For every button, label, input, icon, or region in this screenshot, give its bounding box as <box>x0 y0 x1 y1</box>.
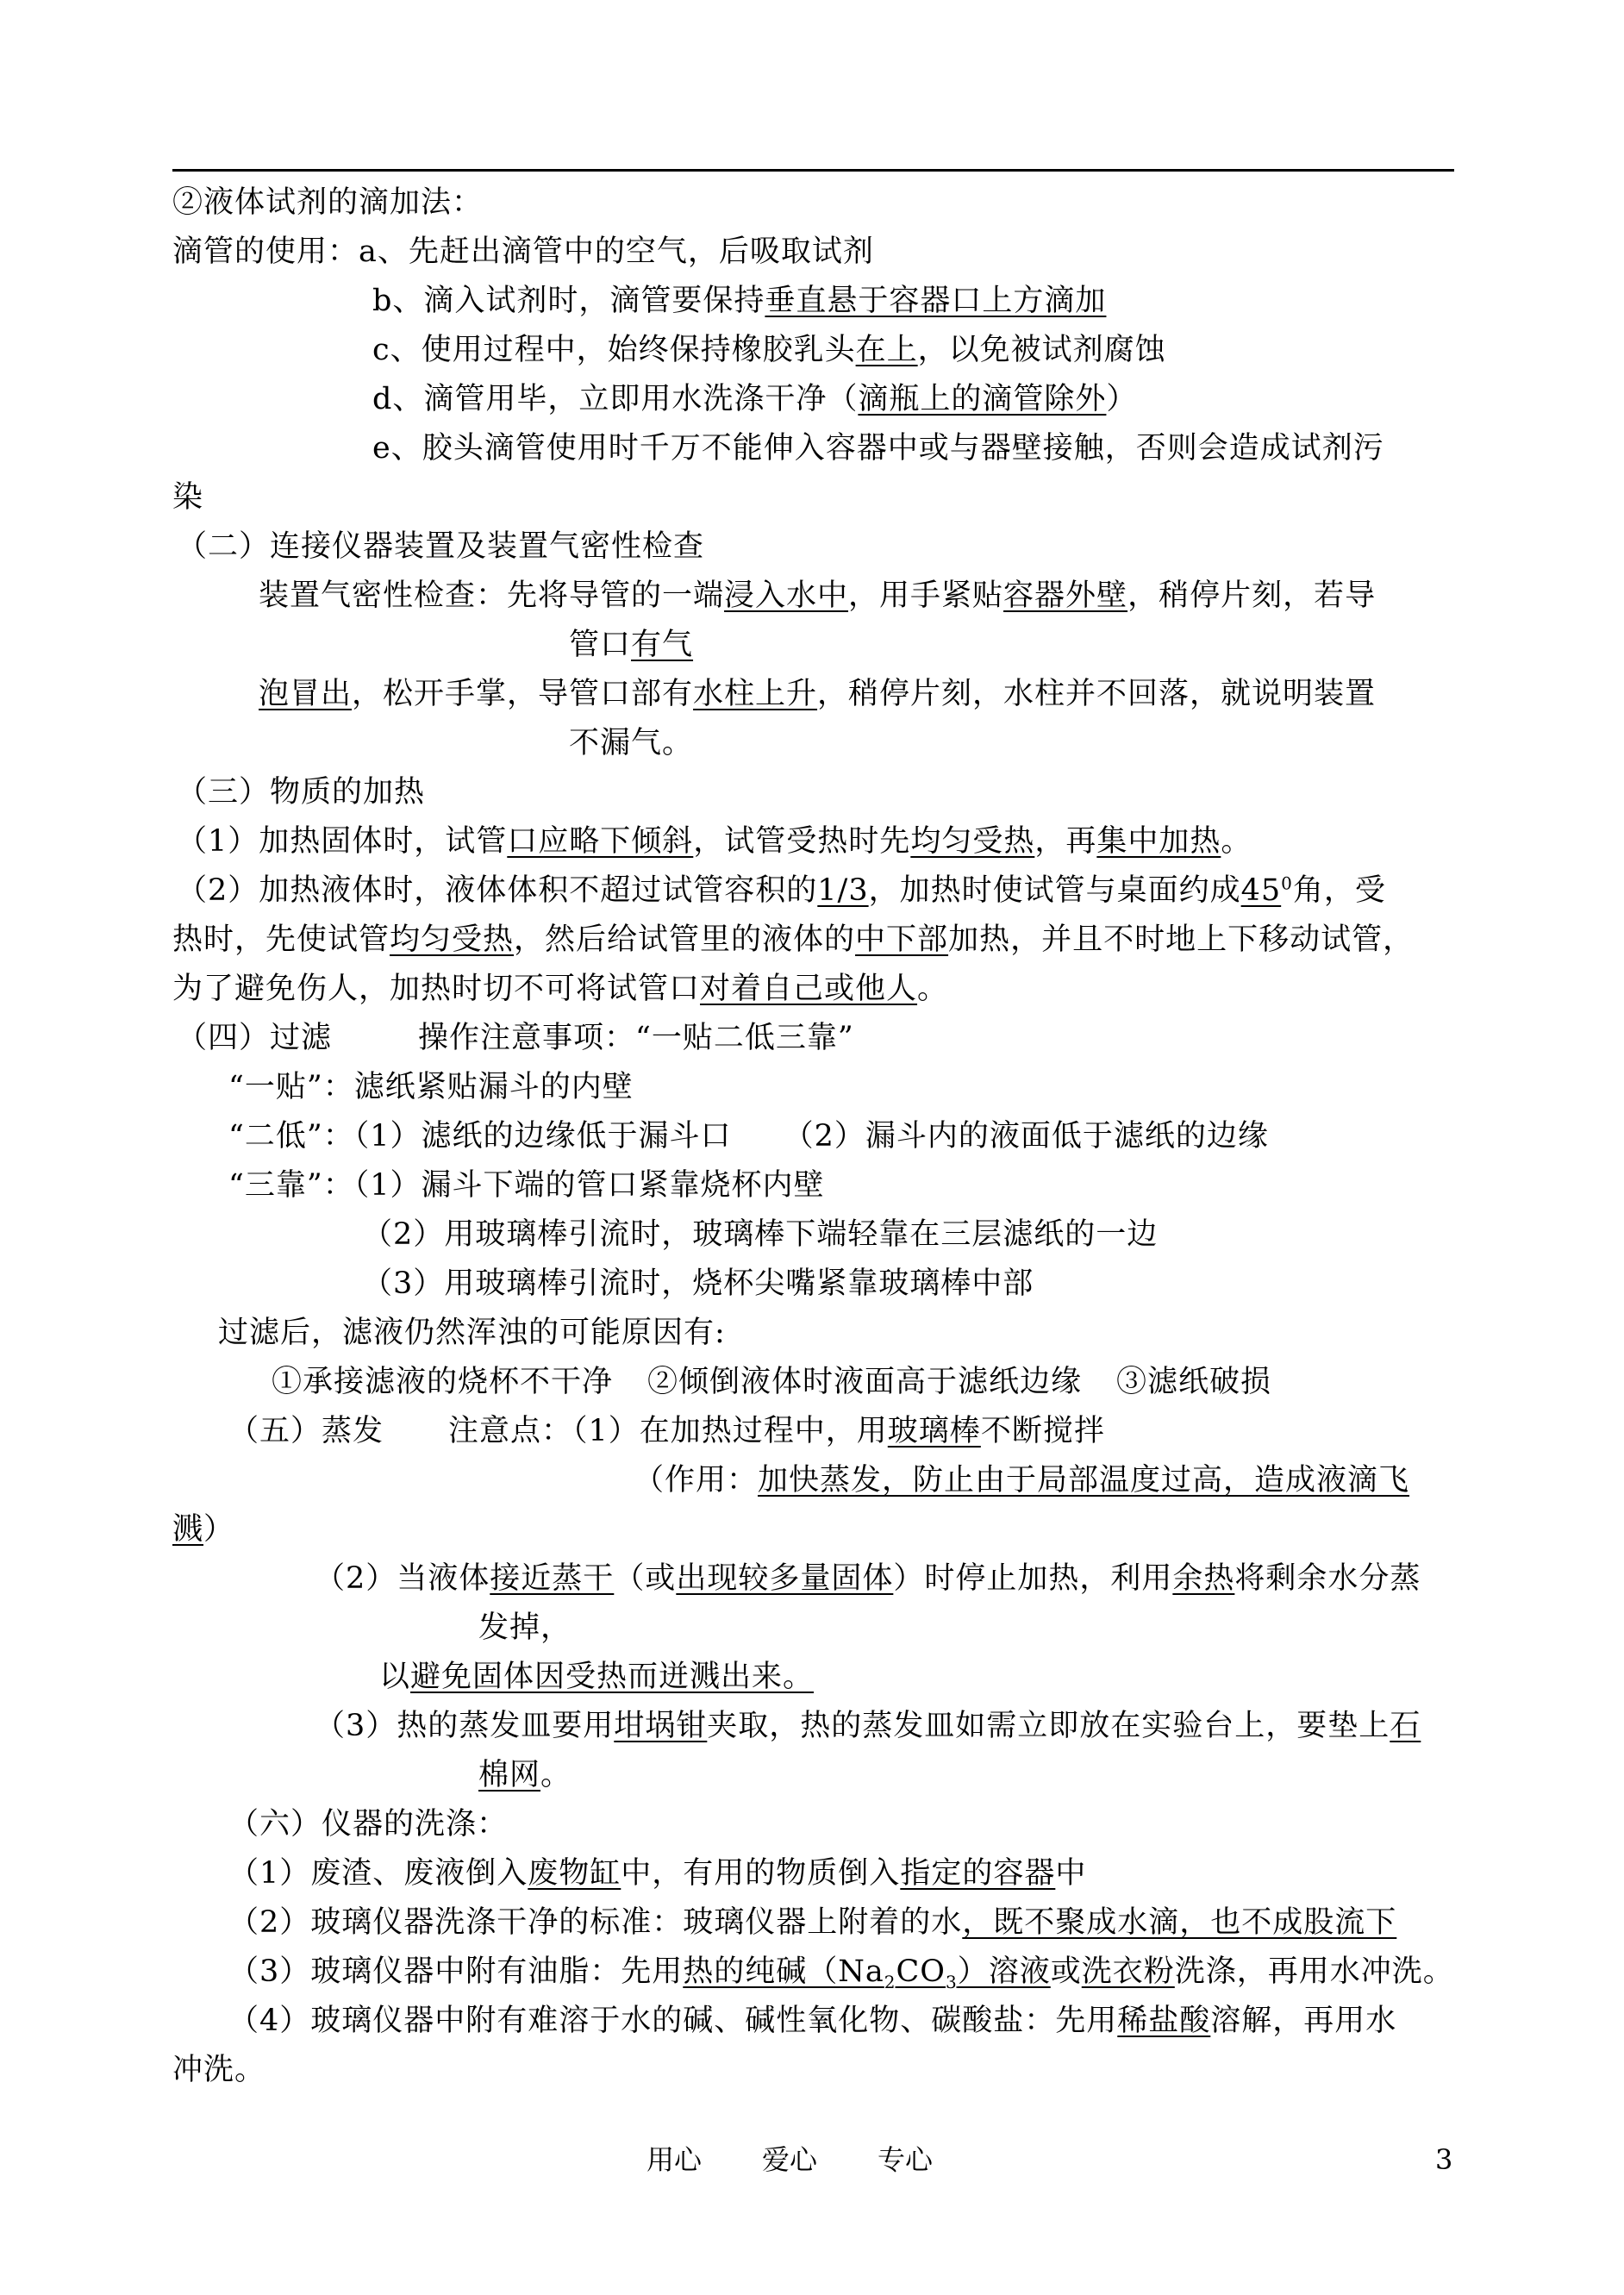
line-9: 装置气密性检查：先将导管的一端浸入水中，用手紧贴容器外壁，稍停片刻，若导 <box>259 578 1377 613</box>
line-6: e、胶头滴管使用时千万不能伸入容器中或与器壁接触，否则会造成试剂污 <box>372 431 1384 466</box>
line-7: 染 <box>172 480 204 515</box>
line-33: 棉网。 <box>478 1758 572 1792</box>
section-2-heading: （二）连接仪器装置及装置气密性检查 <box>177 529 705 564</box>
line-23: （3）用玻璃棒引流时，烧杯尖嘴紧靠玻璃棒中部 <box>362 1266 1034 1301</box>
line-32: （3）热的蒸发皿要用坩埚钳夹取，热的蒸发皿如需立即放在实验台上，要垫上石 <box>315 1709 1421 1743</box>
line-16: 热时，先使试管均匀受热，然后给试管里的液体的中下部加热，并且不时地上下移动试管， <box>172 922 1415 957</box>
line-35: （1）废渣、废液倒入废物缸中，有用的物质倒入指定的容器中 <box>228 1856 1087 1891</box>
section-6-heading: （六）仪器的洗涤： <box>228 1807 509 1842</box>
header-rule <box>172 169 1454 172</box>
line-39: 冲洗。 <box>172 2053 266 2087</box>
line-25: ①承接滤液的烧杯不干净 ②倾倒液体时液面高于滤纸边缘 ③滤纸破损 <box>272 1365 1272 1399</box>
section-3-heading: （三）物质的加热 <box>177 775 426 810</box>
section-5-heading: （五）蒸发 注意点：（1）在加热过程中，用玻璃棒不断搅拌 <box>228 1414 1105 1448</box>
line-17: 为了避免伤人，加热时切不可将试管口对着自己或他人。 <box>172 972 949 1006</box>
line-5: d、滴管用毕，立即用水洗涤干净（滴瓶上的滴管除外） <box>372 382 1138 416</box>
line-2: 滴管的使用：a、先赶出滴管中的空气，后吸取试剂 <box>172 235 874 269</box>
line-3: b、滴入试剂时，滴管要保持垂直悬于容器口上方滴加 <box>372 284 1107 318</box>
section-4-heading: （四）过滤 操作注意事项：“一贴二低三靠” <box>177 1021 854 1055</box>
line-14: （1）加热固体时，试管口应略下倾斜，试管受热时先均匀受热，再集中加热。 <box>177 824 1252 859</box>
line-37: （3）玻璃仪器中附有油脂：先用热的纯碱$(Na_2CO_3)$溶液或洗衣粉洗涤，再用水冲洗。 <box>228 1954 1454 1992</box>
line-36: （2）玻璃仪器洗涤干净的标准：玻璃仪器上附着的水，既不聚成水滴，也不成股流下 <box>228 1905 1397 1940</box>
line-20: “二低”：（1）滤纸的边缘低于漏斗口 （2）漏斗内的液面低于滤纸的边缘 <box>228 1119 1269 1154</box>
line-30: 发掉， <box>478 1610 572 1645</box>
line-11: 泡冒出，松开手掌，导管口部有水柱上升，稍停片刻，水柱并不回落，就说明装置 <box>259 677 1377 711</box>
page-number: 3 <box>1435 2143 1453 2176</box>
line-24: 过滤后，滤液仍然浑浊的可能原因有: <box>218 1316 726 1350</box>
line-29: （2）当液体接近蒸干（或出现较多量固体）时停止加热，利用余热将剩余水分蒸 <box>315 1561 1421 1596</box>
footer-motto: 用心 爱心 专心 <box>646 2143 934 2176</box>
line-15: （2）加热液体时，液体体积不超过试管容积的1/3，加热时使试管与桌面约成$45^0$角，受 <box>177 872 1386 908</box>
line-4: c、使用过程中，始终保持橡胶乳头在上，以免被试剂腐蚀 <box>372 333 1166 367</box>
line-12: 不漏气。 <box>569 726 694 760</box>
line-10: 管口有气 <box>569 628 694 662</box>
line-1: ②液体试剂的滴加法： <box>172 185 484 220</box>
line-31: 以避免固体因受热而迸溅出来。 <box>379 1660 815 1694</box>
line-22: （2）用玻璃棒引流时，玻璃棒下端轻靠在三层滤纸的一边 <box>362 1217 1159 1252</box>
line-27: （作用：加快蒸发，防止由于局部温度过高，造成液滴飞 <box>634 1463 1410 1498</box>
line-21: “三靠”：（1）漏斗下端的管口紧靠烧杯内壁 <box>228 1168 825 1203</box>
line-38: （4）玻璃仪器中附有难溶于水的碱、碱性氧化物、碳酸盐：先用稀盐酸溶解，再用水 <box>228 2004 1397 2038</box>
line-19: “一贴”：滤纸紧贴漏斗的内壁 <box>228 1070 634 1104</box>
line-28: 溅） <box>172 1512 235 1547</box>
